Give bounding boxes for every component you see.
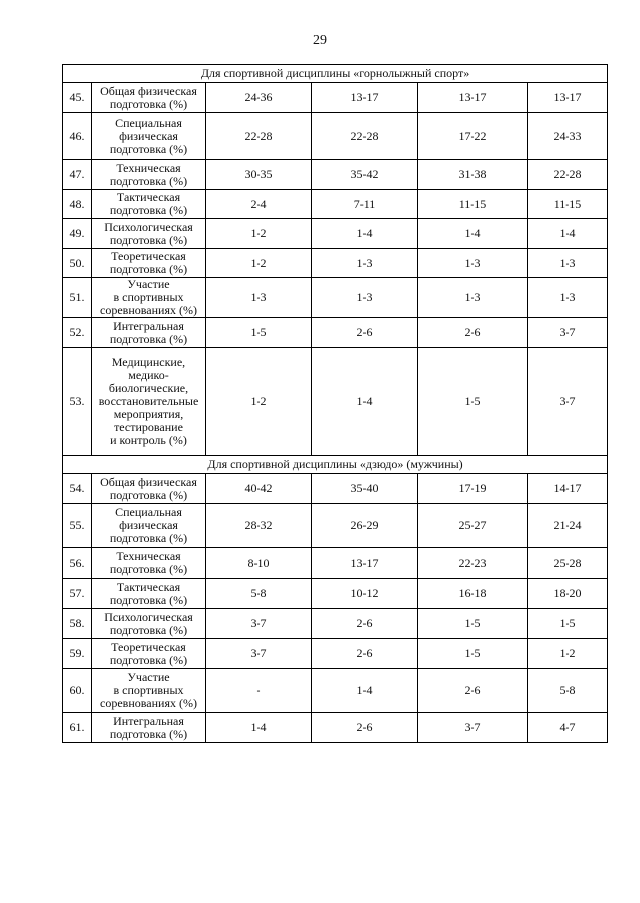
value-cell: 21-24 xyxy=(528,504,608,548)
row-name-line: Интегральная xyxy=(113,318,184,333)
row-name-line: Медицинские, xyxy=(111,355,186,369)
row-name-line: в спортивных xyxy=(113,683,184,697)
row-name-line: Общая физическая xyxy=(100,83,197,98)
value-cell: 1-3 xyxy=(528,249,608,278)
training-table xyxy=(62,64,608,743)
value-cell: 1-5 xyxy=(528,609,608,639)
value-cell: 13-17 xyxy=(528,83,608,113)
value-cell: 3-7 xyxy=(206,609,312,639)
row-name-line: Теоретическая xyxy=(111,249,186,263)
row-name-line: соревнованиях (%) xyxy=(100,696,197,710)
value-cell: 1-3 xyxy=(206,278,312,318)
row-name-line: и контроль (%) xyxy=(110,433,187,447)
row-name xyxy=(92,639,206,669)
row-name-line: подготовка (%) xyxy=(109,232,188,247)
value-cell: - xyxy=(206,669,312,713)
row-name-line: подготовка (%) xyxy=(109,622,188,637)
value-cell: 40-42 xyxy=(206,474,312,504)
row-name-line: подготовка (%) xyxy=(109,562,188,576)
value-cell: 1-4 xyxy=(312,669,418,713)
row-name-line: физическая xyxy=(119,518,178,532)
value-cell: 2-6 xyxy=(312,713,418,743)
value-cell: 1-4 xyxy=(418,219,528,249)
row-name-line: биологические, xyxy=(108,381,189,395)
table-row xyxy=(63,548,608,579)
value-cell: 4-7 xyxy=(528,713,608,743)
table-row xyxy=(63,579,608,609)
row-number: 56. xyxy=(63,548,92,579)
row-name-line: подготовка (%) xyxy=(109,487,188,502)
row-name-line: подготовка (%) xyxy=(109,96,188,111)
value-cell: 8-10 xyxy=(206,548,312,579)
table-row xyxy=(63,278,608,318)
row-number: 50. xyxy=(63,249,92,278)
value-cell: 16-18 xyxy=(418,579,528,609)
value-cell: 1-2 xyxy=(528,639,608,669)
value-cell: 22-28 xyxy=(312,113,418,160)
row-name xyxy=(92,609,206,639)
value-cell: 1-4 xyxy=(206,713,312,743)
row-name xyxy=(92,504,206,548)
value-cell: 3-7 xyxy=(528,318,608,348)
value-cell: 1-3 xyxy=(312,278,418,318)
row-name-line: подготовка (%) xyxy=(109,331,188,346)
row-name-line: тестирование xyxy=(114,420,183,434)
value-cell: 2-4 xyxy=(206,190,312,219)
value-cell: 17-22 xyxy=(418,113,528,160)
table-row xyxy=(63,249,608,278)
row-name-line: Участие xyxy=(127,670,170,684)
row-name xyxy=(92,278,206,318)
value-cell: 24-33 xyxy=(528,113,608,160)
value-cell: 2-6 xyxy=(312,609,418,639)
section-header-row xyxy=(63,456,608,474)
value-cell: 1-5 xyxy=(206,318,312,348)
value-cell: 25-27 xyxy=(418,504,528,548)
row-name-line: подготовка (%) xyxy=(109,652,188,667)
value-cell: 1-5 xyxy=(418,348,528,456)
value-cell: 5-8 xyxy=(206,579,312,609)
row-name xyxy=(92,474,206,504)
row-name-line: подготовка (%) xyxy=(109,173,188,188)
row-name-line: Техническая xyxy=(116,160,181,175)
value-cell: 11-15 xyxy=(418,190,528,219)
value-cell: 3-7 xyxy=(206,639,312,669)
row-name-line: соревнованиях (%) xyxy=(100,303,197,317)
table-row xyxy=(63,639,608,669)
value-cell: 1-4 xyxy=(312,219,418,249)
row-name-line: подготовка (%) xyxy=(109,592,188,607)
row-name xyxy=(92,548,206,579)
value-cell: 11-15 xyxy=(528,190,608,219)
value-cell: 1-2 xyxy=(206,219,312,249)
row-name-line: медико- xyxy=(128,368,169,382)
value-cell: 13-17 xyxy=(312,548,418,579)
row-name-line: Техническая xyxy=(116,549,181,563)
row-name-line: мероприятия, xyxy=(113,407,184,421)
row-name-line: Специальная xyxy=(115,505,182,519)
row-number: 58. xyxy=(63,609,92,639)
value-cell: 2-6 xyxy=(312,639,418,669)
table-row xyxy=(63,609,608,639)
row-name xyxy=(92,160,206,190)
table-row xyxy=(63,83,608,113)
row-name-line: Психологическая xyxy=(104,609,193,624)
value-cell: 13-17 xyxy=(418,83,528,113)
row-number: 45. xyxy=(63,83,92,113)
row-name-line: Общая физическая xyxy=(100,474,197,489)
value-cell: 22-23 xyxy=(418,548,528,579)
row-name-line: Тактическая xyxy=(116,190,181,204)
value-cell: 1-5 xyxy=(418,609,528,639)
value-cell: 1-2 xyxy=(206,348,312,456)
row-name-line: Специальная xyxy=(115,115,182,130)
value-cell: 13-17 xyxy=(312,83,418,113)
value-cell: 35-40 xyxy=(312,474,418,504)
value-cell: 7-11 xyxy=(312,190,418,219)
value-cell: 31-38 xyxy=(418,160,528,190)
row-number: 52. xyxy=(63,318,92,348)
section-header-row xyxy=(63,65,608,83)
value-cell: 2-6 xyxy=(312,318,418,348)
table-row xyxy=(63,474,608,504)
value-cell: 1-3 xyxy=(312,249,418,278)
value-cell: 22-28 xyxy=(528,160,608,190)
value-cell: 10-12 xyxy=(312,579,418,609)
table-row xyxy=(63,160,608,190)
table-row xyxy=(63,713,608,743)
section-title: Для спортивной дисциплины «горнолыжный спорт» xyxy=(63,65,608,83)
row-number: 59. xyxy=(63,639,92,669)
row-name-line: физическая xyxy=(119,128,178,143)
value-cell: 24-36 xyxy=(206,83,312,113)
row-number: 48. xyxy=(63,190,92,219)
value-cell: 14-17 xyxy=(528,474,608,504)
row-name xyxy=(92,249,206,278)
value-cell: 1-4 xyxy=(528,219,608,249)
row-name-line: Интегральная xyxy=(113,713,184,728)
row-name-line: подготовка (%) xyxy=(109,203,188,217)
value-cell: 2-6 xyxy=(418,318,528,348)
table-row xyxy=(63,113,608,160)
row-number: 49. xyxy=(63,219,92,249)
value-cell: 1-4 xyxy=(312,348,418,456)
row-name-line: восстановительные xyxy=(98,394,199,408)
value-cell: 3-7 xyxy=(528,348,608,456)
row-name xyxy=(92,219,206,249)
row-name-line: подготовка (%) xyxy=(109,141,188,156)
row-name xyxy=(92,579,206,609)
value-cell: 3-7 xyxy=(418,713,528,743)
row-number: 53. xyxy=(63,348,92,456)
table-row xyxy=(63,504,608,548)
row-name xyxy=(92,669,206,713)
section-title: Для спортивной дисциплины «дзюдо» (мужчины) xyxy=(63,456,608,474)
value-cell: 1-3 xyxy=(528,278,608,318)
row-number: 51. xyxy=(63,278,92,318)
value-cell: 1-3 xyxy=(418,278,528,318)
value-cell: 22-28 xyxy=(206,113,312,160)
value-cell: 30-35 xyxy=(206,160,312,190)
row-number: 46. xyxy=(63,113,92,160)
row-name-line: Участие xyxy=(127,277,170,291)
row-number: 57. xyxy=(63,579,92,609)
value-cell: 18-20 xyxy=(528,579,608,609)
value-cell: 25-28 xyxy=(528,548,608,579)
row-name xyxy=(92,83,206,113)
row-name-line: Тактическая xyxy=(116,579,181,594)
row-name xyxy=(92,190,206,219)
table-row xyxy=(63,219,608,249)
value-cell: 28-32 xyxy=(206,504,312,548)
row-number: 54. xyxy=(63,474,92,504)
row-name-line: Психологическая xyxy=(104,219,193,234)
table-row xyxy=(63,669,608,713)
value-cell: 17-19 xyxy=(418,474,528,504)
row-name xyxy=(92,713,206,743)
value-cell: 2-6 xyxy=(418,669,528,713)
row-name-line: подготовка (%) xyxy=(109,531,188,545)
row-number: 60. xyxy=(63,669,92,713)
row-name-line: подготовка (%) xyxy=(109,262,188,276)
row-number: 47. xyxy=(63,160,92,190)
value-cell: 35-42 xyxy=(312,160,418,190)
row-name xyxy=(92,348,206,456)
table-row xyxy=(63,190,608,219)
value-cell: 1-5 xyxy=(418,639,528,669)
row-name-line: в спортивных xyxy=(113,290,184,304)
page-number: 29 xyxy=(313,33,327,48)
table-row xyxy=(63,318,608,348)
row-name xyxy=(92,318,206,348)
row-name-line: Теоретическая xyxy=(111,639,186,654)
row-name-line: подготовка (%) xyxy=(109,726,188,741)
table-row xyxy=(63,348,608,456)
value-cell: 26-29 xyxy=(312,504,418,548)
row-number: 61. xyxy=(63,713,92,743)
value-cell: 1-2 xyxy=(206,249,312,278)
value-cell: 5-8 xyxy=(528,669,608,713)
value-cell: 1-3 xyxy=(418,249,528,278)
row-name xyxy=(92,113,206,160)
row-number: 55. xyxy=(63,504,92,548)
